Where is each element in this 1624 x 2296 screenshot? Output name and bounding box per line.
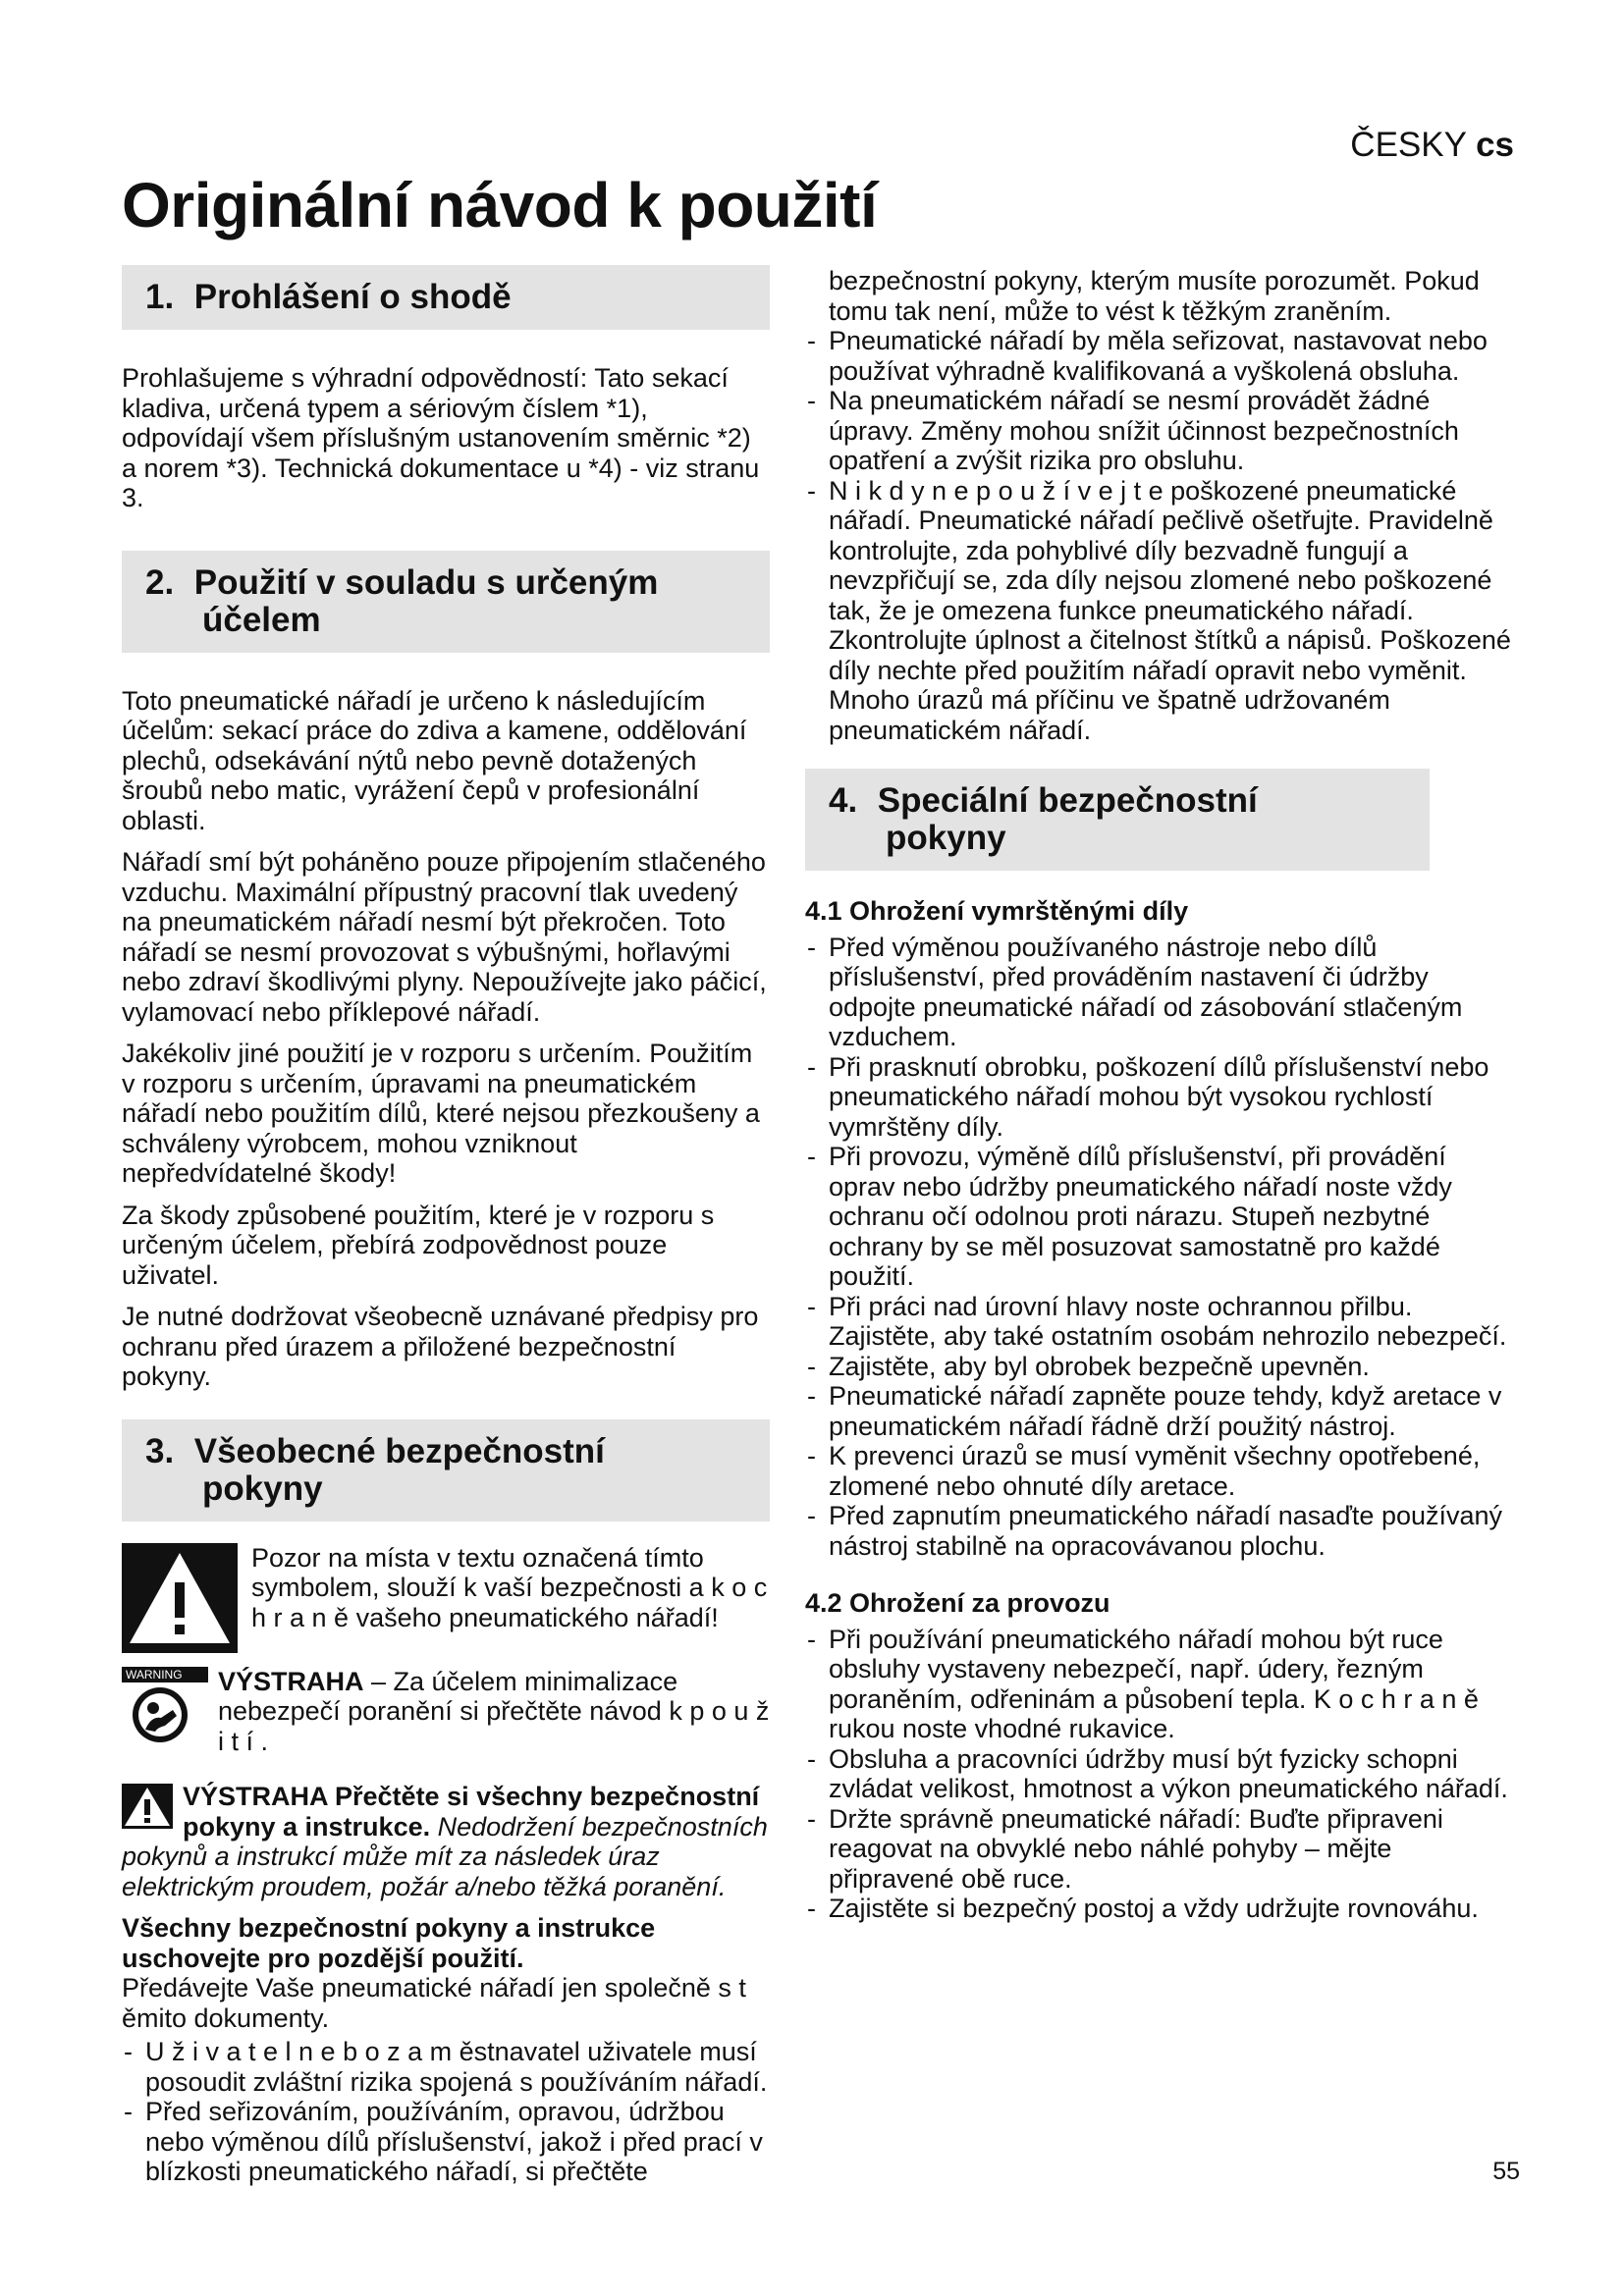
list-item: - Pneumatické nářadí by měla seřizovat, nastavovat nebo používat výhradně kvalifikovaná a vyškolená obsluha. <box>805 326 1512 386</box>
continued-text: bezpečnostní pokyny, kterým musíte porozumět. Pokud tomu tak není, může to vést k těžkým zraněním. <box>829 266 1480 326</box>
section-2-paragraph: Toto pneumatické nářadí je určeno k následujícím účelům: sekací práce do zdiva a kamene, oddělování plechů, odsekávání nýtů nebo pevně dotažených šroubů nebo matic, vyrážení čepů v profesionální oblasti. <box>122 685 747 835</box>
section-1-heading <box>122 265 770 330</box>
list-item: - Pneumatické nářadí zapněte pouze tehdy, když aretace v pneumatickém nářadí řádně drží použitý nástroj. <box>805 1381 1512 1441</box>
section-number: 3. <box>145 1431 175 1470</box>
section-title: Použití v souladu s určeným <box>193 562 659 602</box>
list-item: - K prevenci úrazů se musí vyměnit všechny opotřebené, zlomené nebo ohnuté díly aretace. <box>805 1441 1512 1501</box>
section-2-paragraph: Je nutné dodržovat všeobecně uznávané předpisy pro ochranu před úrazem a přiložené bezpečnostní pokyny. <box>122 1302 759 1391</box>
warning-bold: VÝSTRAHA Přečtěte si všechny bezpečnostní pokyny a instrukce. <box>183 1782 760 1842</box>
list-item: - Před seřizováním, používáním, opravou, údržbou nebo výměnou dílů příslušenství, jakož i před prací v blízkosti pneumatického nářadí, si přečtěte <box>122 2097 770 2187</box>
warning-label: WARNING <box>122 1667 208 1682</box>
list-item: - Při provozu, výměně dílů příslušenství, při provádění oprav nebo údržby pneumatického nářadí noste vždy ochranu očí odolnou proti nárazu. Stupeň nezbytné ochrany by se měl posuzovat samostatně pro každé použití. <box>805 1142 1512 1292</box>
list-item: - Před zapnutím pneumatického nářadí nasaďte používaný nástroj stabilně na opracovávanou plochu. <box>805 1501 1512 1561</box>
list-item: - N i k d y n e p o u ž í v e j t e poškozené pneumatické nářadí. Pneumatické nářadí pečlivě ošetřujte. Pravidelně kontrolujte, zda pohyblivé díly bezvadně fungují a nevzpřičují se, zda díly nejsou zlomené nebo poškozené tak, že je omezena funkce pneumatického nářadí. Zkontrolujte úplnost a čitelnost štítků a nápisů. Poškozené díly nechte před použitím nářadí opravit nebo vyměnit. Mnoho úrazů má příčinu ve špatně udržovaném pneumatickém nářadí. <box>805 476 1512 746</box>
subsection-4-1-title: 4.1 Ohrožení vymrštěnými díly <box>805 896 1189 926</box>
attention-text: Pozor na místa v textu označená tímto symbolem, slouží k vaší bezpečnosti a k o c h r a n ě vašeho pneumatického nářadí! <box>251 1542 768 1632</box>
section-title-cont: účelem <box>202 600 321 639</box>
manual-warning-text <box>218 1667 770 1757</box>
section-title: Prohlášení o shodě <box>193 278 512 316</box>
language-label <box>1350 126 1514 165</box>
section-3-list-cont <box>805 326 1512 745</box>
section-title-cont: pokyny <box>202 1468 323 1508</box>
section-2-paragraph: Za škody způsobené použitím, které je v rozporu s určeným účelem, přebírá zodpovědnost pouze uživatel. <box>122 1200 715 1290</box>
section-1-paragraph: Prohlašujeme s výhradní odpovědností: Tato sekací kladiva, určená typem a sériovým číslem *1), odpovídají všem příslušným ustanovením směrnic *2) a norem *3). Technická dokumentace u *4) - viz stranu 3. <box>122 363 760 512</box>
subsection-4-2-list <box>805 1625 1512 1924</box>
keep-instructions <box>122 1913 770 2033</box>
list-item: - Obsluha a pracovníci údržby musí být fyzicky schopni zvládat velikost, hmotnost a výkon pneumatického nářadí. <box>805 1744 1512 1804</box>
list-item: - Před výměnou používaného nástroje nebo dílů příslušenství, před prováděním nastavení či údržby odpojte pneumatické nářadí od zásobování stlačeným vzduchem. <box>805 933 1512 1052</box>
page-number: 55 <box>1492 2158 1520 2185</box>
read-manual-symbol <box>122 1667 208 1750</box>
section-number: 2. <box>145 562 175 602</box>
left-column <box>122 265 770 2187</box>
list-item: - Zajistěte si bezpečný postoj a vždy udržujte rovnováhu. <box>805 1894 1512 1924</box>
warning-italic: Nedodržení bezpečnostních pokynů a instrukcí může mít za následek úraz elektrickým proudem, požár a/nebo těžká poranění. <box>122 1811 768 1901</box>
warning-triangle-icon <box>122 1543 238 1653</box>
warning-bold: VÝSTRAHA <box>218 1666 364 1696</box>
language-name: ČESKY <box>1350 126 1467 164</box>
list-item: - Držte správně pneumatické nářadí: Buďte připraveni reagovat na obvyklé nebo náhlé pohyby – mějte připravené obě ruce. <box>805 1804 1512 1895</box>
section-number: 1. <box>145 278 175 316</box>
section-2-paragraph: Jakékoliv jiné použití je v rozporu s určením. Použitím v rozporu s určením, úpravami na pneumatickém nářadí nebo použitím dílů, které nejsou přezkoušeny a schváleny výrobcem, mohou vzniknout nepředvídatelné škody! <box>122 1039 760 1188</box>
keep-text: Předávejte Vaše pneumatické nářadí jen společně s t ěmito dokumenty. <box>122 1973 746 2033</box>
section-number: 4. <box>829 781 858 820</box>
general-warning <box>122 1782 770 1901</box>
list-item: - Zajistěte, aby byl obrobek bezpečně upevněn. <box>805 1352 1512 1382</box>
warning-small-triangle-icon <box>122 1784 173 1829</box>
list-item: - Při prasknutí obrobku, poškození dílů příslušenství nebo pneumatického nářadí mohou být vysokou rychlostí vymrštěny díly. <box>805 1052 1512 1143</box>
warning-text: – Za účelem minimalizace nebezpečí poranění si přečtěte návod k p o u ž i t í . <box>218 1666 770 1756</box>
section-2-paragraph: Nářadí smí být poháněno pouze připojením stlačeného vzduchu. Maximální přípustný pracovní tlak uvedený na pneumatickém nářadí nesmí být překročen. Toto nářadí se nesmí provozovat s výbušnými, hořlavými nebo zdraví škodlivými plyny. Nepoužívejte jako páčicí, vylamovací nebo příklepové nářadí. <box>122 847 767 1027</box>
section-3-list <box>122 2037 770 2187</box>
section-2-heading <box>122 551 770 653</box>
manual-warning <box>122 1667 770 1769</box>
section-title: Speciální bezpečnostní <box>877 781 1258 820</box>
page-title: Originální návod k použití <box>122 170 878 240</box>
attention-note <box>122 1543 770 1653</box>
section-title: Všeobecné bezpečnostní <box>193 1431 605 1470</box>
list-item: - Na pneumatickém nářadí se nesmí provádět žádné úpravy. Změny mohou snížit účinnost bezpečnostních opatření a zvýšit rizika pro obsluhu. <box>805 386 1512 476</box>
keep-bold: Všechny bezpečnostní pokyny a instrukce uschovejte pro pozdější použití. <box>122 1913 656 1973</box>
right-column <box>805 266 1512 1924</box>
subsection-4-2-title: 4.2 Ohrožení za provozu <box>805 1588 1110 1618</box>
section-3-heading <box>122 1419 770 1522</box>
list-item: - U ž i v a t e l n e b o z a m ěstnavatel uživatele musí posoudit zvláštní rizika spojená s používáním nářadí. <box>122 2037 770 2097</box>
subsection-4-1-list <box>805 933 1512 1562</box>
list-item: - Při používání pneumatického nářadí mohou být ruce obsluhy vystaveny nebezpečí, např. údery, řezným poraněním, odřeninám a působení tepla. K o c h r a n ě rukou noste vhodné rukavice. <box>805 1625 1512 1744</box>
list-item: - Při práci nad úrovní hlavy noste ochrannou přilbu. Zajistěte, aby také ostatním osobám nehrozilo nebezpečí. <box>805 1292 1512 1352</box>
section-title-cont: pokyny <box>886 819 1006 857</box>
read-manual-icon <box>132 1686 189 1743</box>
section-4-heading <box>805 769 1430 871</box>
language-code: cs <box>1476 126 1514 164</box>
